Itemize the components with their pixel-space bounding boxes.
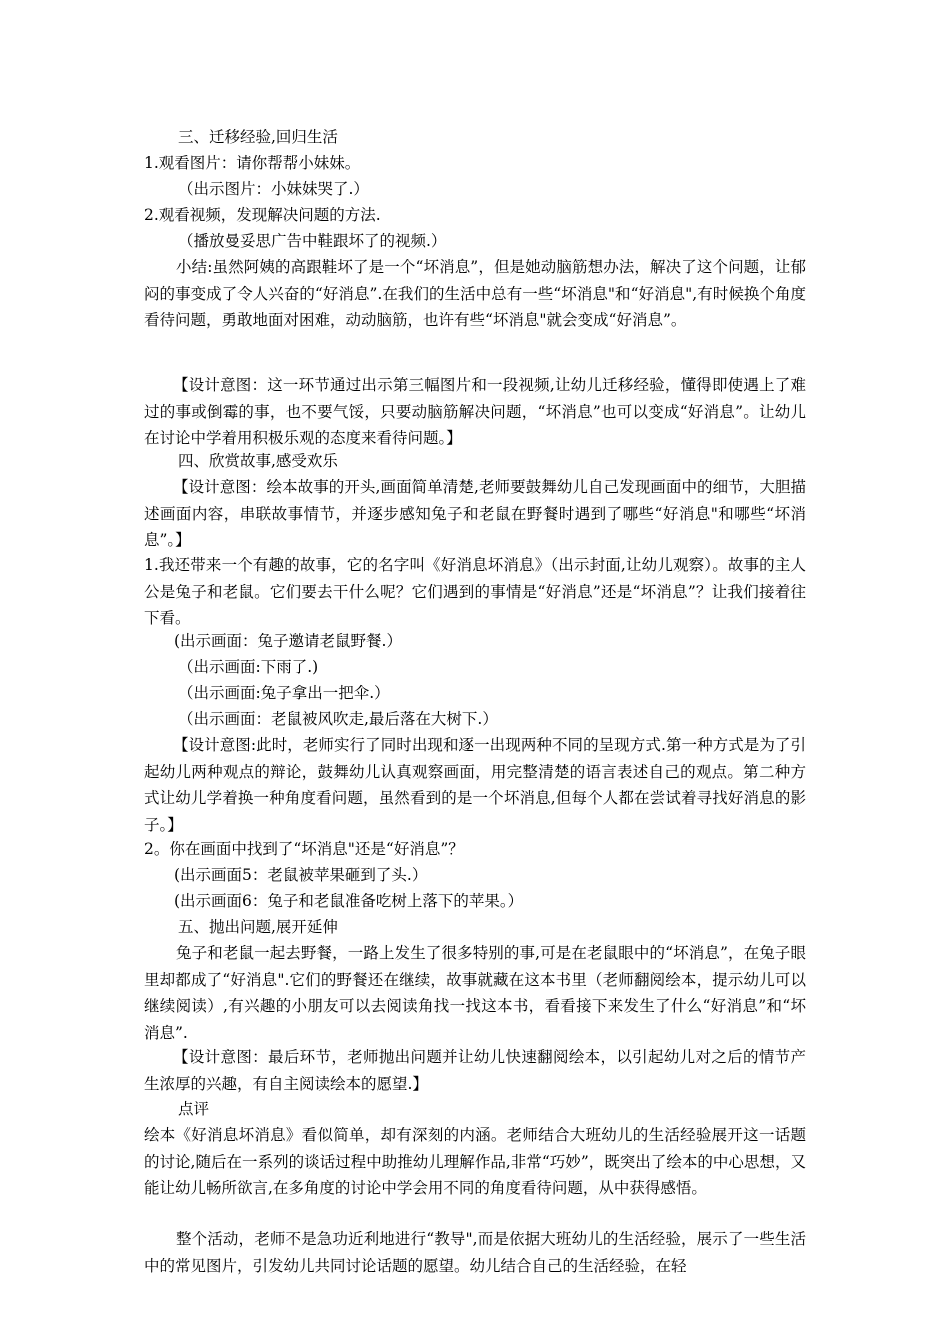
stage-note: （播放曼妥思广告中鞋跟坏了的视频.） [178, 232, 447, 250]
stage-note: （出示图片：小妹妹哭了.） [178, 180, 369, 198]
review-paragraph: 整个活动，老师不是急功近利地进行“教导",而是依据大班幼儿的生活经验，展示了一些生活中的常见图片，引发幼儿共同讨论话题的愿望。幼儿结合自己的生活经验，在轻 [144, 1230, 806, 1275]
review-paragraph: 绘本《好消息坏消息》看似简单，却有深刻的内涵。老师结合大班幼儿的生活经验展开这一话题的讨论,随后在一系列的谈话过程中助推幼儿理解作品,非常“巧妙”，既突出了绘本的中心思想，又能让幼儿畅所欲言,在多角度的讨论中学会用不同的角度看待问题，从中获得感悟。 [144, 1126, 806, 1197]
section-heading-3: 三、迁移经验,回归生活 [178, 128, 338, 146]
step-1-heading: 1.观看图片：请你帮帮小妹妹。 [144, 154, 361, 172]
step-1-paragraph: 1.我还带来一个有趣的故事，它的名字叫《好消息坏消息》（出示封面,让幼儿观察）。故事的主人公是兔子和老鼠。它们要去干什么呢？它们遇到的事情是“好消息”还是“坏消息”？让我们接着往下看。 [144, 556, 807, 627]
design-intent-paragraph: 【设计意图：绘本故事的开头,画面简单清楚,老师要鼓舞幼儿自己发现画面中的细节，大胆描述画面内容，串联故事情节，并逐步感知兔子和老鼠在野餐时遇到了哪些“好消息"和哪些“坏消息”。】 [144, 478, 806, 549]
design-intent-paragraph: 【设计意图：最后环节，老师抛出问题并让幼儿快速翻阅绘本，以引起幼儿对之后的情节产生浓厚的兴趣，有自主阅读绘本的愿望.】 [144, 1048, 806, 1093]
stage-note: (出示画面：兔子邀请老鼠野餐.） [174, 632, 402, 650]
step-2-heading: 2.观看视频，发现解决问题的方法. [144, 206, 381, 224]
stage-note: （出示画面:兔子拿出一把伞.） [178, 684, 390, 702]
stage-note: （出示画面：老鼠被风吹走,最后落在大树下.） [178, 710, 498, 728]
review-heading: 点评 [178, 1100, 210, 1118]
story-continuation-paragraph: 兔子和老鼠一起去野餐，一路上发生了很多特别的事,可是在老鼠眼中的“坏消息”，在兔子眼里却都成了“好消息".它们的野餐还在继续，故事就藏在这本书里（老师翻阅绘本，提示幼儿可以继续阅读）,有兴趣的小朋友可以去阅读角找一找这本书，看看接下来发生了什么“好消息”和“坏消息”. [144, 944, 806, 1042]
design-intent-paragraph: 【设计意图：这一环节通过出示第三幅图片和一段视频,让幼儿迁移经验，懂得即使遇上了难过的事或倒霉的事，也不要气馁，只要动脑筋解决问题，“坏消息”也可以变成“好消息”。让幼儿在讨论中学着用积极乐观的态度来看待问题。】 [144, 376, 806, 447]
section-heading-5: 五、抛出问题,展开延伸 [178, 918, 338, 936]
summary-paragraph: 小结:虽然阿姨的高跟鞋坏了是一个“坏消息”，但是她动脑筋想办法，解决了这个问题，让郁闷的事变成了令人兴奋的“好消息”.在我们的生活中总有一些“坏消息"和“好消息",有时候换个角度看待问题，勇敢地面对困难，动动脑筋，也许有些“坏消息"就会变成“好消息”。 [144, 258, 806, 329]
stage-note: (出示画面5：老鼠被苹果砸到了头.） [174, 866, 428, 884]
section-heading-4: 四、欣赏故事,感受欢乐 [178, 452, 338, 470]
stage-note: （出示画面:下雨了.) [178, 658, 319, 676]
design-intent-paragraph: 【设计意图:此时，老师实行了同时出现和逐一出现两种不同的呈现方式.第一种方式是为了引起幼儿两种观点的辩论，鼓舞幼儿认真观察画面，用完整清楚的语言表述自己的观点。第二种方式让幼儿学着换一种角度看问题，虽然看到的是一个坏消息,但每个人都在尝试着寻找好消息的影子。】 [144, 736, 806, 834]
stage-note: (出示画面6：兔子和老鼠准备吃树上落下的苹果。） [174, 892, 524, 910]
step-2-paragraph: 2。你在画面中找到了“坏消息"还是“好消息”？ [144, 840, 464, 858]
